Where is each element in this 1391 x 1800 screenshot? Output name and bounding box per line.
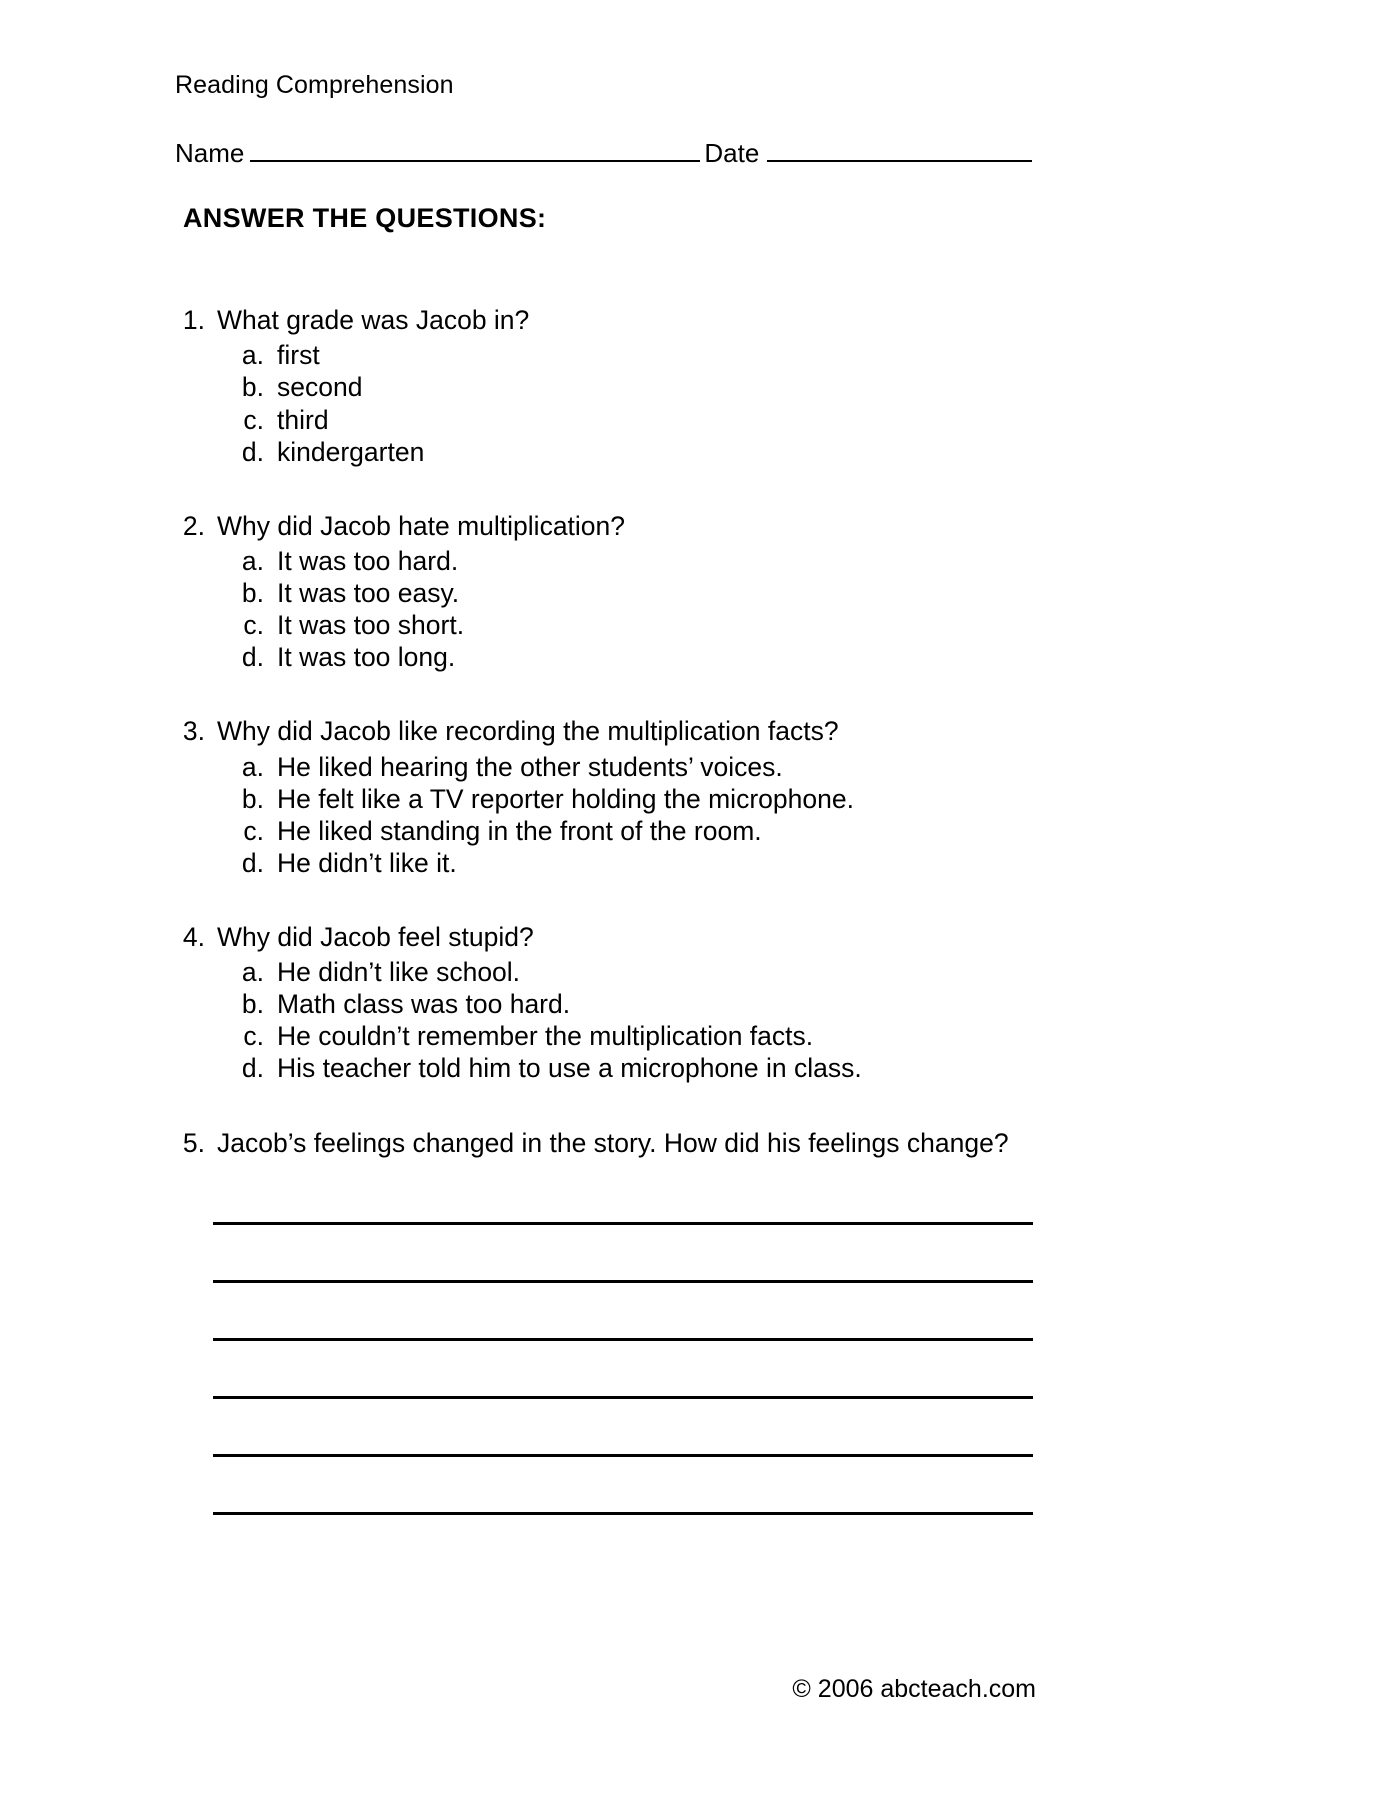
question-number: 3.: [182, 716, 205, 747]
question-line: [175, 510, 1221, 543]
question-line: [175, 715, 1221, 748]
option-letter: a.: [241, 546, 264, 576]
question-text: What grade was Jacob in?: [217, 305, 530, 335]
question-line: [175, 304, 1221, 337]
options-list: [175, 545, 1221, 673]
option-item[interactable]: [175, 577, 1221, 609]
question-line: [175, 1127, 1221, 1160]
answer-line[interactable]: [213, 1454, 1033, 1457]
copyright-text: © 2006 abcteach.com: [792, 1675, 1036, 1703]
option-text: He didn’t like school.: [277, 957, 521, 988]
option-letter: a.: [241, 340, 264, 371]
name-input-line[interactable]: [250, 140, 700, 162]
option-item[interactable]: [175, 956, 1221, 988]
document-kind-label: Reading Comprehension: [175, 71, 454, 99]
option-letter: c.: [243, 610, 264, 641]
name-label: Name: [175, 138, 245, 168]
footer: [0, 1675, 1391, 1704]
answer-writing-lines: [175, 1222, 1221, 1515]
option-letter: a.: [241, 751, 264, 782]
option-text: kindergarten: [277, 436, 425, 467]
option-item[interactable]: [175, 641, 1221, 673]
option-item[interactable]: [175, 339, 1221, 371]
options-list: [175, 751, 1221, 879]
question-item: [175, 510, 1221, 674]
question-text: Why did Jacob feel stupid?: [217, 921, 534, 952]
section-title: ANSWER THE QUESTIONS:: [183, 203, 547, 233]
option-text: third: [277, 404, 329, 435]
date-label: Date: [704, 138, 760, 168]
question-item: [175, 304, 1221, 468]
option-text: Math class was too hard.: [277, 989, 571, 1020]
option-item[interactable]: [175, 545, 1221, 577]
date-input-line[interactable]: [767, 140, 1032, 162]
question-number: 4.: [182, 921, 205, 952]
option-item[interactable]: [175, 436, 1221, 468]
answer-line[interactable]: [213, 1338, 1033, 1341]
answer-line[interactable]: [213, 1512, 1033, 1515]
option-item[interactable]: [175, 783, 1221, 815]
option-letter: c.: [243, 815, 264, 846]
option-letter: b.: [241, 372, 264, 403]
question-item: [175, 1127, 1221, 1160]
option-letter: b.: [241, 989, 264, 1020]
option-item[interactable]: [175, 988, 1221, 1020]
question-item: [175, 921, 1221, 1085]
option-item[interactable]: [175, 815, 1221, 847]
option-text: It was too hard.: [277, 546, 459, 576]
option-text: It was too easy.: [277, 578, 460, 609]
option-item[interactable]: [175, 751, 1221, 783]
option-item[interactable]: [175, 1020, 1221, 1052]
option-letter: b.: [241, 578, 264, 609]
questions-list: [175, 304, 1221, 1160]
question-text: Why did Jacob hate multiplication?: [217, 510, 626, 541]
option-letter: c.: [243, 404, 264, 435]
option-letter: b.: [241, 783, 264, 814]
option-letter: d.: [241, 847, 264, 878]
question-number: 1.: [182, 305, 205, 335]
question-text: Why did Jacob like recording the multiplication facts?: [217, 716, 839, 747]
options-list: [175, 339, 1221, 467]
option-item[interactable]: [175, 1052, 1221, 1084]
answer-line[interactable]: [213, 1396, 1033, 1399]
option-item[interactable]: [175, 847, 1221, 879]
option-item[interactable]: [175, 371, 1221, 403]
answer-line[interactable]: [213, 1222, 1033, 1225]
answer-line[interactable]: [213, 1280, 1033, 1283]
option-text: It was too short.: [277, 610, 465, 641]
options-list: [175, 956, 1221, 1084]
option-text: It was too long.: [277, 642, 456, 673]
question-line: [175, 921, 1221, 954]
option-text: His teacher told him to use a microphone in class.: [277, 1053, 862, 1084]
option-letter: d.: [241, 436, 264, 467]
name-date-row: [175, 138, 1221, 169]
option-item[interactable]: [175, 609, 1221, 641]
option-text: He liked hearing the other students’ voices.: [277, 751, 783, 782]
option-text: He liked standing in the front of the room.: [277, 815, 762, 846]
option-letter: a.: [241, 957, 264, 988]
question-number: 5.: [182, 1127, 205, 1158]
option-letter: d.: [241, 1053, 264, 1084]
question-text: Jacob’s feelings changed in the story. How did his feelings change?: [217, 1127, 1009, 1158]
option-item[interactable]: [175, 404, 1221, 436]
option-text: second: [277, 372, 363, 403]
option-letter: d.: [241, 642, 264, 673]
question-number: 2.: [182, 510, 205, 541]
option-text: He felt like a TV reporter holding the microphone.: [277, 783, 854, 814]
question-item: [175, 715, 1221, 879]
option-letter: c.: [243, 1021, 264, 1052]
option-text: He didn’t like it.: [277, 847, 457, 878]
option-text: first: [277, 340, 320, 371]
option-text: He couldn’t remember the multiplication facts.: [277, 1021, 814, 1052]
